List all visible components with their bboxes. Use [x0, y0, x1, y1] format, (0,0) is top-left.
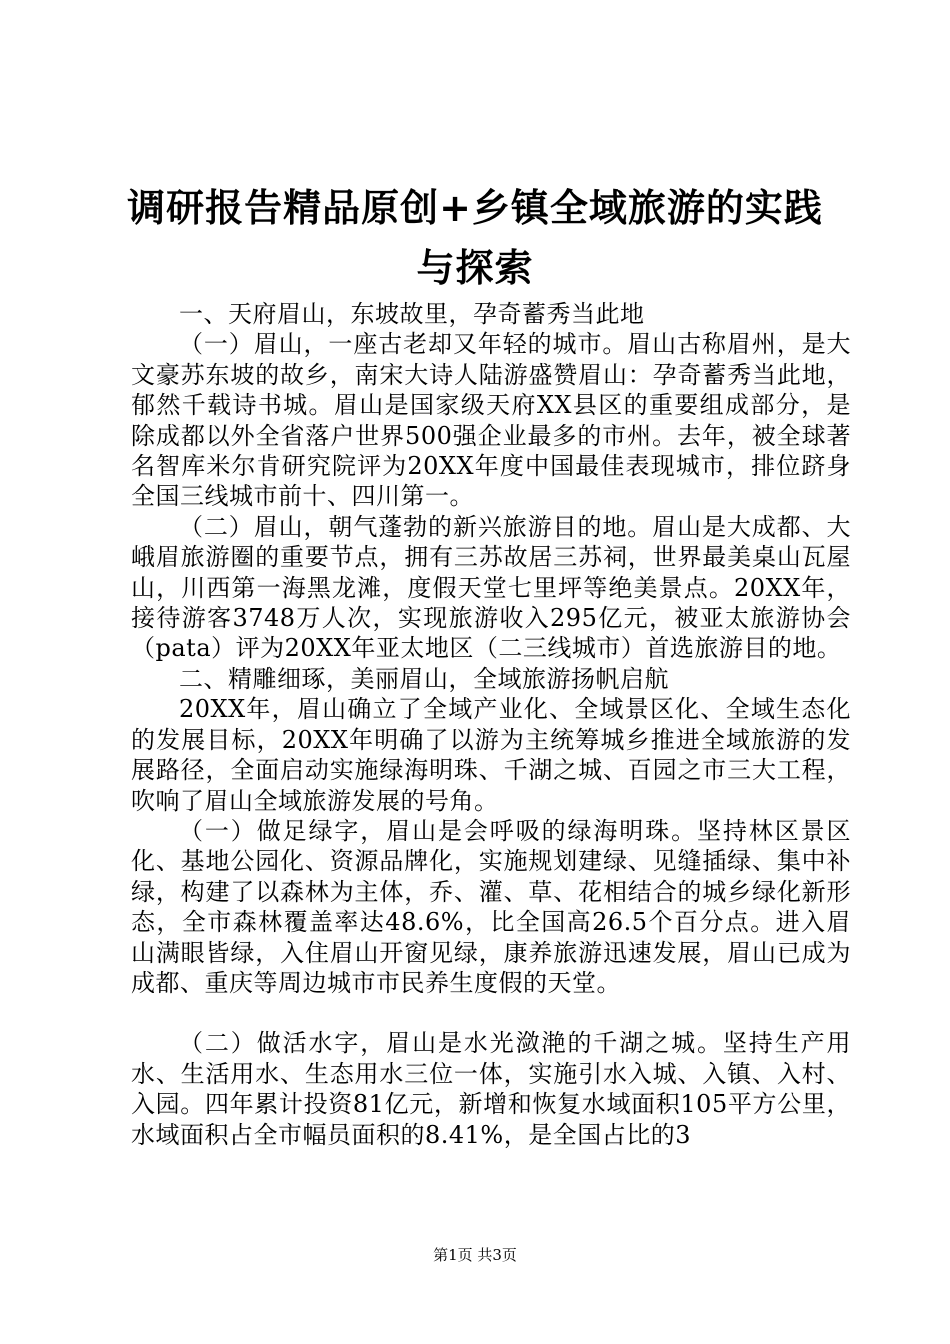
- document-title: 调研报告精品原创+乡镇全域旅游的实践与探索: [127, 186, 823, 290]
- paragraph: 20XX年，眉山确立了全域产业化、全域景区化、全域生态化的发展目标，20XX年明确了以游为主统筹城乡推进全域旅游的发展路径，全面启动实施绿海明珠、千湖之城、百园之市三大工程，吹响了眉山全域旅游发展的号角。: [131, 695, 851, 815]
- section-heading-2: 二、精雕细琢，美丽眉山，全域旅游扬帆启航: [179, 664, 669, 693]
- document-body: [131, 299, 851, 1150]
- section-heading-1: 一、天府眉山，东坡故里，孕奇蓄秀当此地: [179, 300, 645, 328]
- paragraph: （一）眉山，一座古老却又年轻的城市。眉山古称眉州，是大文豪苏东坡的故乡，南宋大诗人陆游盛赞眉山：孕奇蓄秀当此地，郁然千载诗书城。眉山是国家级天府XX县区的重要组成部分，是除成都以外全省落户世界500强企业最多的市州。去年，被全球著名智库米尔肯研究院评为20XX年度中国最佳表现城市，排位跻身全国三线城市前十、四川第一。: [131, 330, 851, 511]
- page-footer: 第1页 共3页: [433, 1246, 517, 1264]
- paragraph: （一）做足绿字，眉山是会呼吸的绿海明珠。坚持林区景区化、基地公园化、资源品牌化，实施规划建绿、见缝插绿、集中补绿，构建了以森林为主体，乔、灌、草、花相结合的城乡绿化新形态，全市森林覆盖率达48.6%，比全国高26.5个百分点。进入眉山满眼皆绿，入住眉山开窗见绿，康养旅游迅速发展，眉山已成为成都、重庆等周边城市市民养生度假的天堂。: [131, 816, 851, 997]
- paragraph: （二）眉山，朝气蓬勃的新兴旅游目的地。眉山是大成都、大峨眉旅游圈的重要节点，拥有三苏故居三苏祠，世界最美桌山瓦屋山，川西第一海黑龙滩，度假天堂七里坪等绝美景点。20XX年，接待游客3748万人次，实现旅游收入295亿元，被亚太旅游协会（pata）评为20XX年亚太地区（二三线城市）首选旅游目的地。: [131, 512, 851, 663]
- paragraph: （二）做活水字，眉山是水光潋滟的千湖之城。坚持生产用水、生活用水、生态用水三位一体，实施引水入城、入镇、入村、入园。四年累计投资81亿元，新增和恢复水域面积105平方公里，水域面积占全市幅员面积的8.41%，是全国占比的3: [131, 1029, 851, 1149]
